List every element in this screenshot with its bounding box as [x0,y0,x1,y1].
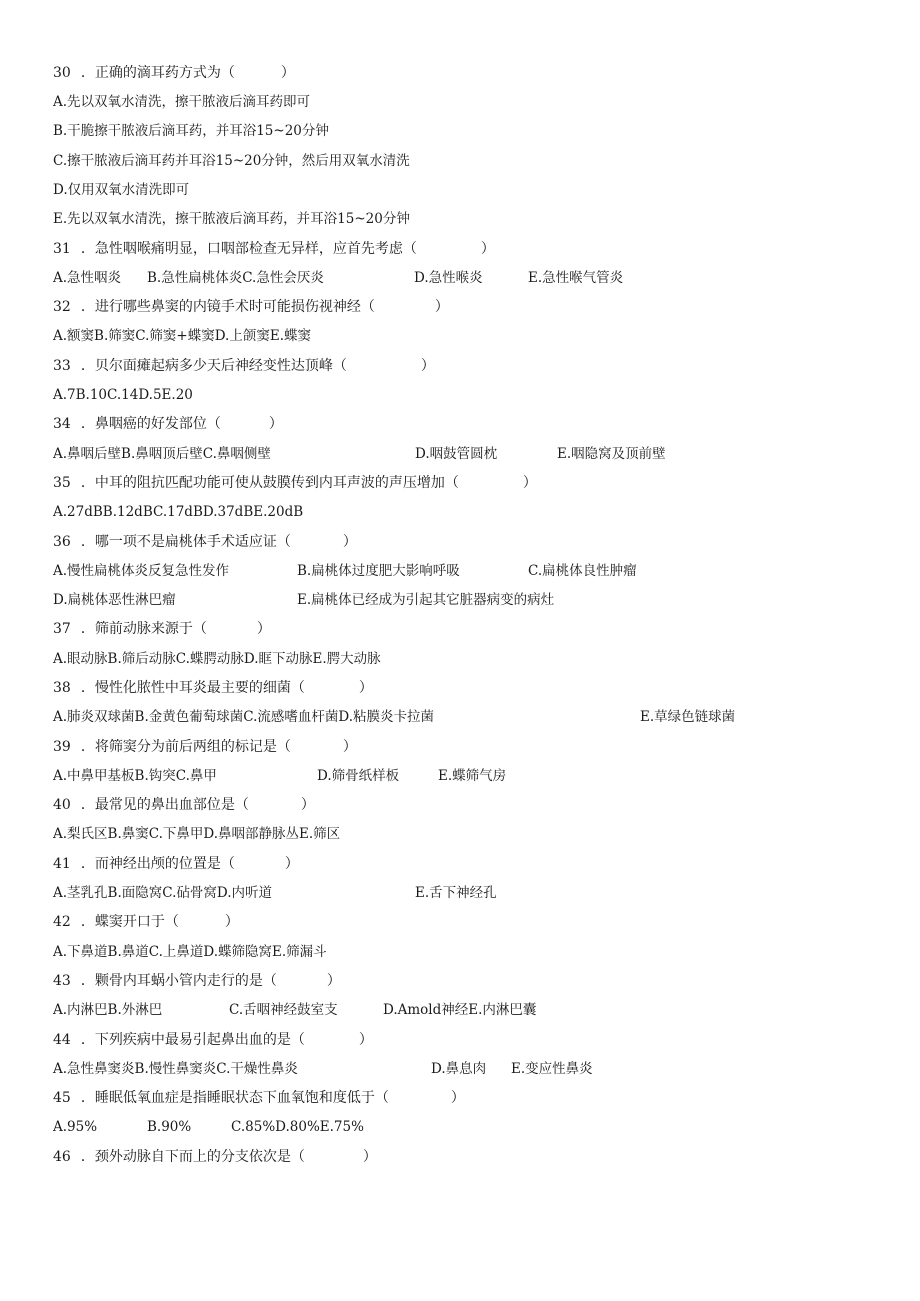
question-stem: ．颗骨内耳蜗小管内走行的是（ [80,973,277,989]
question-number: 30 [53,65,71,81]
question-number: 32 [53,299,71,315]
option-text: A.7B.10C.14D.5E.20 [53,387,193,403]
option-text: E.舌下神经孔 [415,885,497,901]
question-number: 34 [53,416,71,432]
question-37 [53,618,271,640]
answer-close: ） [268,416,283,432]
option-text: D.扁桃体恶性淋巴瘤 [53,592,176,608]
option-text: A.先以双氧水清洗，擦干脓液后滴耳药即可 [53,94,311,110]
option-line [53,120,329,142]
answer-close: ） [280,65,295,81]
option-line [53,882,497,904]
question-stem: ．将筛窦分为前后两组的标记是（ [80,739,291,755]
answer-close: ） [358,680,373,696]
question-number: 36 [53,534,71,550]
option-text: E.扁桃体已经成为引起其它脏器病变的病灶 [297,592,555,608]
question-35 [53,472,537,494]
option-text: B.干脆擦干脓液后滴耳药，并耳浴15~20分钟 [53,123,329,139]
question-number: 39 [53,739,71,755]
question-stem: ．鼻咽癌的好发部位（ [80,416,221,432]
option-text: A.中鼻甲基板B.钩突C.鼻甲 [53,768,217,784]
question-number: 35 [53,475,71,491]
option-line [53,91,310,113]
option-text: D.鼻息肉 [431,1061,487,1077]
question-43 [53,970,341,992]
answer-close: ） [480,241,495,257]
option-line [53,501,303,523]
question-stem: ．睡眠低氧血症是指睡眠状态下血氧饱和度低于（ [80,1090,389,1106]
option-text: D.筛骨纸样板 [317,768,400,784]
question-number: 46 [53,1149,71,1165]
option-line [53,1058,593,1080]
option-text: C.舌咽神经鼓室支 [229,1002,338,1018]
option-text: D.咽鼓管圆枕 [415,446,498,462]
answer-close: ） [522,475,537,491]
question-number: 31 [53,241,71,257]
answer-close: ） [300,797,315,813]
question-42 [53,911,239,933]
option-line [53,1116,364,1138]
option-line [53,179,189,201]
option-text: A.眼动脉B.筛后动脉C.蝶腭动脉D.眶下动脉E.腭大动脉 [53,651,381,667]
option-text: E.变应性鼻炎 [511,1061,593,1077]
question-stem: ．而神经出颅的位置是（ [80,856,235,872]
question-stem: ．中耳的阻抗匹配功能可使从鼓膜传到内耳声波的声压增加（ [80,475,459,491]
question-stem: ．蝶窦开口于（ [80,914,179,930]
answer-close: ） [342,739,357,755]
option-line [53,325,311,347]
option-text: A.肺炎双球菌B.金黄色葡萄球菌C.流感嗜血杆菌D.粘膜炎卡拉菌 [53,709,435,725]
option-text: A.慢性扁桃体炎反复急性发作 [53,563,230,579]
answer-close: ） [362,1149,377,1165]
option-line [53,443,666,465]
option-text: D.Amold神经E.内淋巴囊 [383,1002,537,1018]
question-38 [53,677,373,699]
option-text: A.下鼻道B.鼻道C.上鼻道D.蝶筛隐窝E.筛漏斗 [53,944,327,960]
option-text: B.急性扁桃体炎C.急性会厌炎 [147,270,324,286]
option-text: A.95% [53,1119,98,1135]
question-stem: ．进行哪些鼻窦的内镜手术时可能损伤视神经（ [80,299,375,315]
answer-close: ） [224,914,239,930]
option-text: E.蝶筛气房 [438,768,507,784]
question-39 [53,736,357,758]
question-45 [53,1087,465,1109]
question-number: 44 [53,1032,71,1048]
option-text: C.扁桃体良性肿瘤 [528,563,637,579]
option-line [53,384,193,406]
question-stem: ．颈外动脉自下而上的分支依次是（ [80,1149,305,1165]
option-text: E.先以双氧水清洗，擦干脓液后滴耳药，并耳浴15~20分钟 [53,211,410,227]
question-stem: ．贝尔面瘫起病多少天后神经变性达顶峰（ [80,358,347,374]
question-number: 37 [53,621,71,637]
answer-close: ） [284,856,299,872]
option-line [53,589,554,611]
question-number: 45 [53,1090,71,1106]
option-line [53,648,381,670]
question-40 [53,794,315,816]
question-number: 40 [53,797,71,813]
question-30 [53,62,295,84]
question-stem: ．哪一项不是扁桃体手术适应证（ [80,534,291,550]
option-line [53,208,410,230]
option-line [53,941,327,963]
option-text: A.额窦B.筛窦C.筛窦+蝶窦D.上颌窦E.蝶窦 [53,328,311,344]
answer-close: ） [358,1032,373,1048]
option-line [53,706,735,728]
option-text: B.扁桃体过度肥大影响呼吸 [297,563,460,579]
option-text: A.鼻咽后壁B.鼻咽顶后壁C.鼻咽侧壁 [53,446,271,462]
question-number: 42 [53,914,71,930]
option-line [53,765,506,787]
question-31 [53,238,495,260]
option-line [53,150,410,172]
answer-close: ） [434,299,449,315]
option-text: A.内淋巴B.外淋巴 [53,1002,163,1018]
question-stem: ．筛前动脉来源于（ [80,621,207,637]
question-41 [53,853,299,875]
answer-close: ） [450,1090,465,1106]
option-text: C.85%D.80%E.75% [231,1119,364,1135]
option-text: E.咽隐窝及顶前壁 [557,446,666,462]
answer-close: ） [256,621,271,637]
question-46 [53,1146,377,1168]
option-text: D.仅用双氧水清洗即可 [53,182,190,198]
question-stem: ．最常见的鼻出血部位是（ [80,797,249,813]
option-line [53,999,536,1021]
option-line [53,560,637,582]
question-stem: ．下列疾病中最易引起鼻出血的是（ [80,1032,305,1048]
question-stem: ．急性咽喉痛明显，口咽部检查无异样，应首先考虑（ [80,241,417,257]
option-text: B.90% [147,1119,192,1135]
question-34 [53,413,283,435]
option-text: A.27dBB.12dBC.17dBD.37dBE.20dB [53,504,304,520]
answer-close: ） [326,973,341,989]
question-33 [53,355,435,377]
answer-close: ） [420,358,435,374]
option-text: A.茎乳孔B.面隐窝C.砧骨窝D.内听道 [53,885,273,901]
option-text: A.急性咽炎 [53,270,122,286]
option-text: A.急性鼻窦炎B.慢性鼻窦炎C.干燥性鼻炎 [53,1061,298,1077]
question-number: 33 [53,358,71,374]
question-36 [53,531,357,553]
option-text: E.急性喉气管炎 [528,270,624,286]
question-number: 41 [53,856,71,872]
option-text: E.草绿色链球菌 [640,709,736,725]
option-text: C.擦干脓液后滴耳药并耳浴15~20分钟，然后用双氧水清洗 [53,153,410,169]
question-stem: ．正确的滴耳药方式为（ [80,65,235,81]
question-number: 43 [53,973,71,989]
question-32 [53,296,449,318]
question-44 [53,1029,373,1051]
option-line [53,823,340,845]
option-line [53,267,623,289]
question-number: 38 [53,680,71,696]
question-stem: ．慢性化脓性中耳炎最主要的细菌（ [80,680,305,696]
option-text: D.急性喉炎 [414,270,483,286]
option-text: A.梨氏区B.鼻窦C.下鼻甲D.鼻咽部静脉丛E.筛区 [53,826,341,842]
answer-close: ） [342,534,357,550]
